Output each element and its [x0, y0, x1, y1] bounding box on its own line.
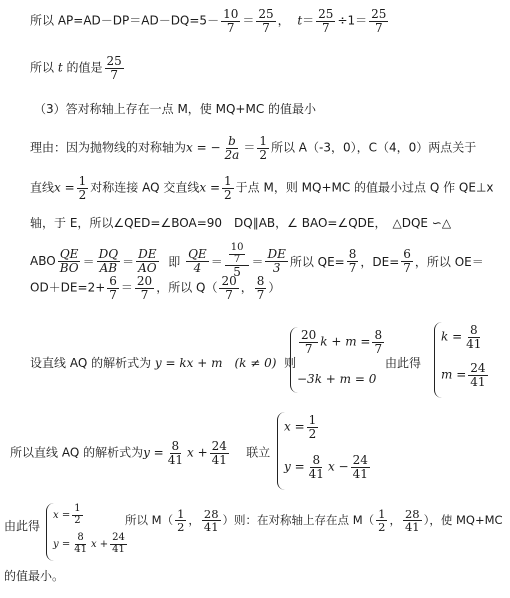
fraction: $\frac{28}{41}$ [203, 507, 219, 535]
complex-fraction: $\frac{10}{7}$ 5 [225, 243, 250, 279]
fraction: $\frac{1}{2}$ [378, 507, 386, 535]
fraction: QE BO [59, 246, 79, 275]
fraction: $\frac{25}{7}$ [318, 7, 334, 35]
fraction: $\frac{8}{7}$ [256, 274, 265, 302]
fraction: $\frac{25}{7}$ [106, 54, 122, 82]
fraction: $\frac{25}{7}$ [258, 7, 274, 35]
fraction: $\frac{10}{7}$ [223, 7, 239, 35]
derive-label-2: 由此得 [4, 519, 41, 533]
fraction: $\frac{20}{7}$ [221, 274, 237, 302]
line-aq-formula: 所以直线 AQ 的解析式为y = $\frac{8}{41}$ x + $\frac{24}{41}$ 联立 [10, 439, 271, 467]
joint-system: x = $\frac{1}{2}$ y = $\frac{8}{41}$ x − $\frac{24}{41}$ [277, 412, 388, 490]
line-angles: 轴，于 E，所以∠QED=∠BOA=90 DQ∥AB，∠ BAO=∠QDE， △DQE ∽△ [30, 216, 452, 230]
fraction: $\frac{24}{41}$ [211, 439, 227, 467]
fraction: DE 3 [267, 246, 286, 275]
fraction: $\frac{20}{7}$ [136, 274, 153, 302]
fraction: $\frac{1}{2}$ [224, 174, 232, 202]
line-reason: 理由：因为抛物线的对称轴为x = − $\frac{b}{2a}$ ＝ $\frac{1}{2}$ 所以 A（-3，0），C（4，0）两点关于 [30, 134, 477, 162]
line-set-aq: 设直线 AQ 的解析式为 y = kx + m (k ≠ 0) 则 [30, 356, 297, 370]
line-similar-ratios: ABO QE BO ＝ DQ AB ＝ DE AO 即 QE 4 ＝ $\frac{10}{7}$ 5 ＝ DE 3 所以 QE= $\frac{8}{7}$ ，DE= $\frac{6}{7}$ ，所以 OE＝ [30, 242, 484, 280]
line-symmetry: 直线x = $\frac{1}{2}$ 对称连接 AQ 交直线x = $\frac{1}{2}$ 于点 M，则 MQ+MC 的值最小过点 Q 作 QE⊥x [30, 174, 494, 202]
solution-system: k = $\frac{8}{41}$ m = $\frac{24}{41}$ [434, 322, 495, 398]
fraction: $\frac{8}{41}$ [167, 439, 184, 467]
small-system: x = $\frac{1}{2}$ y = $\frac{8}{41}$ x + $\frac{24}{41}$ [46, 503, 122, 561]
fraction: $\frac{1}{2}$ [78, 174, 87, 202]
fraction: $\frac{1}{2}$ [177, 507, 185, 535]
line-t-value: 所以 t 的值是 $\frac{25}{7}$ [30, 54, 122, 82]
fraction: $\frac{8}{7}$ [348, 246, 357, 275]
line-point-q: OD＋DE=2+ $\frac{6}{7}$ ＝ $\frac{20}{7}$ ，所以 Q（ $\frac{20}{7}$ ， $\frac{8}{7}$ ） [30, 274, 281, 302]
part3-heading: （3）答对称轴上存在一点 M，使 MQ+MC 的值最小 [34, 102, 317, 116]
line-ap-value: 所以 AP=AD－DP＝AD－DQ=5－ $\frac{10}{7}$ ＝ $\frac{25}{7}$ ， t＝ $\frac{25}{7}$ ÷1＝ $\frac{25}{7}$ [30, 7, 387, 35]
derive-label: 由此得 [385, 356, 422, 370]
conclusion: 的值最小。 [4, 569, 65, 583]
fraction: $\frac{28}{41}$ [404, 507, 420, 535]
fraction: $\frac{6}{7}$ [109, 274, 117, 302]
fraction: $\frac{25}{7}$ [371, 7, 387, 35]
equation-system: $\frac{20}{7}$ k + m = $\frac{8}{7}$ −3k + m = 0 [290, 327, 381, 393]
fraction: $\frac{6}{7}$ [403, 246, 411, 275]
fraction: DQ AB [98, 246, 119, 275]
fraction: QE 4 [188, 246, 207, 275]
fraction: $\frac{1}{2}$ [259, 134, 267, 162]
line-point-m: 所以 M（ $\frac{1}{2}$ ， $\frac{28}{41}$ ）则：在对称轴上存在点 M（ $\frac{1}{2}$ ， $\frac{28}{41}$ ），使 MQ+MC [125, 507, 503, 535]
fraction: $\frac{b}{2a}$ [224, 134, 240, 162]
fraction: DE AO [138, 246, 157, 275]
